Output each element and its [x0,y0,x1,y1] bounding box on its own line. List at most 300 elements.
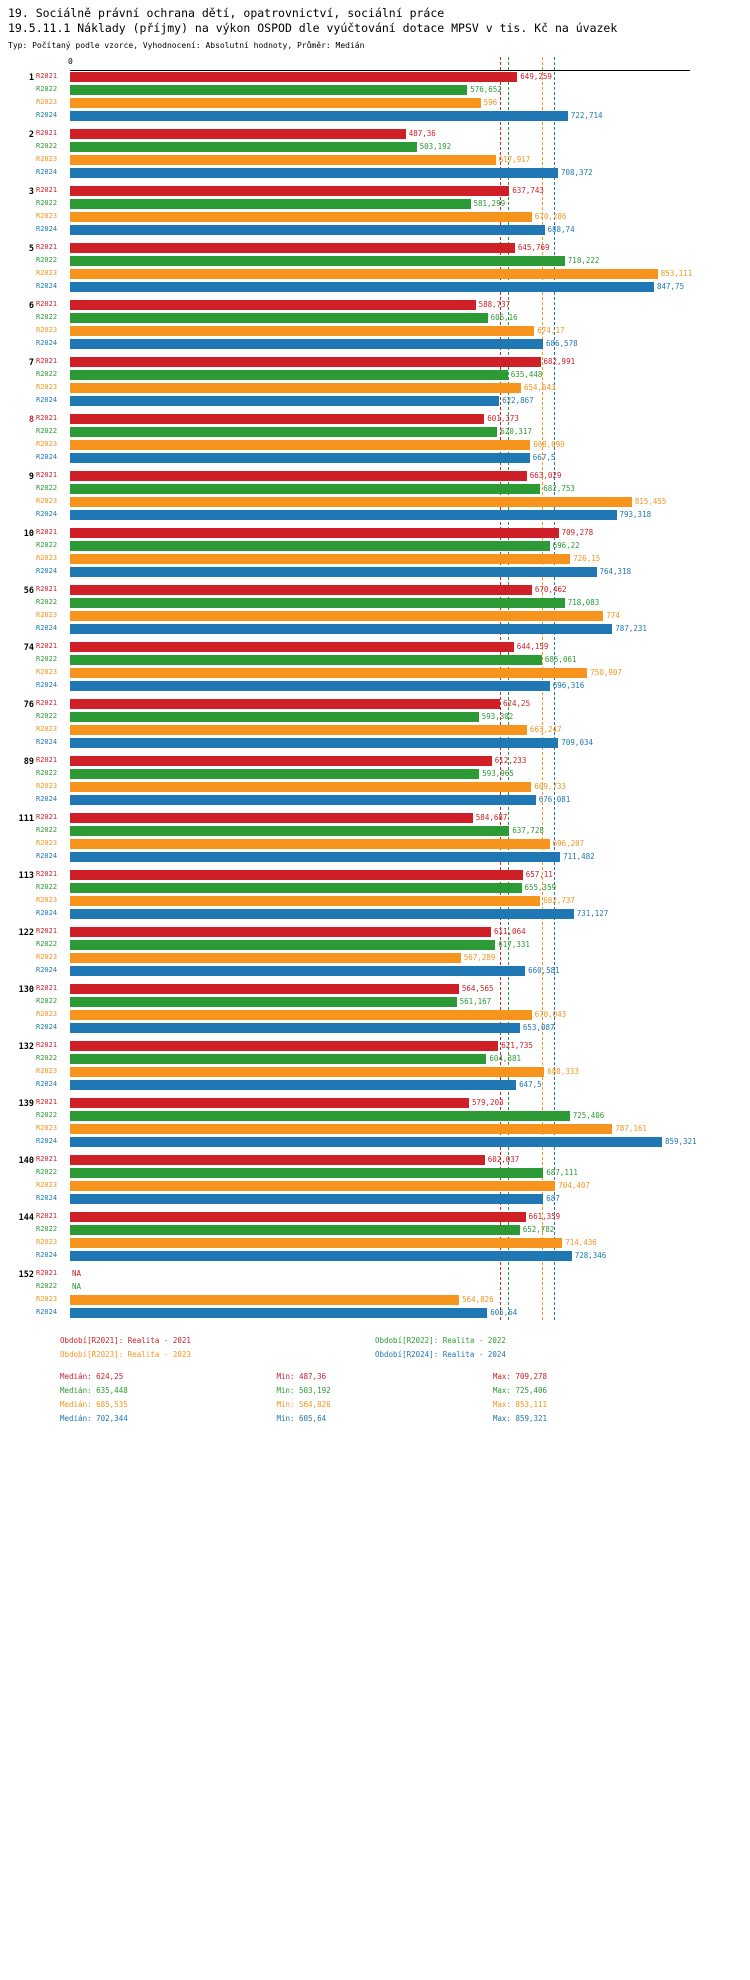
bar-row [0,483,750,496]
bar[interactable] [70,98,481,108]
bar-value-label: 686,578 [546,339,578,348]
series-label: R2023 [36,554,58,562]
stat-row [60,1384,710,1398]
bar[interactable] [70,440,530,450]
series-label: R2022 [36,769,58,777]
bar-track [70,414,750,425]
series-label: R2024 [36,852,58,860]
stat-max: Max: 709,278 [492,1372,548,1381]
bar[interactable] [70,186,509,196]
bar-row [0,1250,750,1263]
bar-group [0,71,750,123]
bar[interactable] [70,940,495,950]
bar[interactable] [70,510,617,520]
bar-track [70,1155,750,1166]
bar[interactable] [70,655,542,665]
bar-track [70,357,750,368]
bar[interactable] [70,984,459,994]
bar-track [70,72,750,83]
legend-item[interactable]: Období[R2023]: Realita - 2023 [60,1350,191,1359]
bar-row [0,1224,750,1237]
bar[interactable] [70,72,517,82]
bar-track [70,883,750,894]
legend-item[interactable]: Období[R2021]: Realita - 2021 [60,1336,191,1345]
bar-value-label: 663,029 [529,471,562,480]
bar[interactable] [70,712,479,722]
bar-row [0,527,750,540]
bar-track [70,168,750,179]
bar-track [70,940,750,951]
bar[interactable] [70,484,540,494]
series-label: R2021 [36,1269,58,1277]
bar-row [0,1281,750,1294]
bar-track [70,870,750,881]
bar-groups [0,71,750,1320]
group-label: 2 [28,130,34,140]
bar-value-label: 596 [483,98,498,107]
bar[interactable] [70,111,568,121]
series-label: R2024 [36,339,58,347]
bar[interactable] [70,471,527,481]
bar-track [70,795,750,806]
bar-value-label: 714,436 [565,1238,597,1247]
series-label: R2024 [36,1023,58,1031]
series-label: R2021 [36,1155,58,1163]
bar-row [0,141,750,154]
bar[interactable] [70,896,540,906]
bar[interactable] [70,313,488,323]
series-label: R2022 [36,142,58,150]
bar-track [70,567,750,578]
bar-value-label: 853,111 [660,269,693,278]
series-label: R2023 [36,1067,58,1075]
bar-row [0,211,750,224]
stat-row [60,1412,710,1426]
bar[interactable] [70,85,467,95]
bar[interactable] [70,554,570,564]
bar-row [0,426,750,439]
bar[interactable] [70,370,508,380]
bar-row [0,812,750,825]
bar-row [0,566,750,579]
bar-row [0,356,750,369]
bar-value-label: 645,769 [517,243,550,252]
group-label: 111 [18,814,34,824]
legend-item[interactable]: Období[R2024]: Realita - 2024 [375,1350,506,1359]
bar[interactable] [70,826,509,836]
bar[interactable] [70,1054,486,1064]
bar-row [0,154,750,167]
bar[interactable] [70,769,479,779]
bar-value-label: 709,278 [561,528,594,537]
series-label: R2024 [36,909,58,917]
bar[interactable] [70,1137,662,1147]
bar[interactable] [70,782,531,792]
bar-row [0,312,750,325]
series-label: R2023 [36,383,58,391]
series-label: R2024 [36,282,58,290]
bar[interactable] [70,756,492,766]
bar[interactable] [70,1010,532,1020]
legend-item[interactable]: Období[R2022]: Realita - 2022 [375,1336,506,1345]
bar[interactable] [70,699,500,709]
page-title-line1: 19. Sociálně právní ochrana dětí, opatrovnictví, sociální práce [8,6,445,20]
bar-track [70,738,750,749]
bar[interactable] [70,839,550,849]
bar-row [0,641,750,654]
bar-track [70,1308,750,1319]
bar-row [0,338,750,351]
chart-legend [0,1334,750,1362]
series-label: R2022 [36,484,58,492]
bar[interactable] [70,497,632,507]
bar[interactable] [70,813,473,823]
bar-row [0,509,750,522]
series-label: R2021 [36,1041,58,1049]
series-label: R2022 [36,85,58,93]
bar-track [70,282,750,293]
bar-value-label: 584,687 [475,813,508,822]
bar[interactable] [70,1080,516,1090]
bar-track [70,1282,750,1293]
series-label: R2021 [36,756,58,764]
bar-track [70,142,750,153]
bar[interactable] [70,199,471,209]
bar-value-label: 685,061 [544,655,577,664]
bar[interactable] [70,1098,469,1108]
bar-row [0,299,750,312]
stat-median: Medián: 702,344 [60,1414,128,1423]
bar[interactable] [70,300,476,310]
bar-value-label: 653,087 [522,1023,555,1032]
bar-row [0,553,750,566]
bar[interactable] [70,1067,544,1077]
bar[interactable] [70,567,597,577]
stat-median: Medián: 635,448 [60,1386,128,1395]
series-label: R2024 [36,624,58,632]
series-label: R2022 [36,1168,58,1176]
bar[interactable] [70,528,559,538]
bar-track [70,186,750,197]
series-label: R2023 [36,269,58,277]
group-label: 9 [28,472,34,482]
bar-row [0,939,750,952]
bar-value-label: 647,5 [519,1080,542,1089]
bar-track [70,212,750,223]
bar[interactable] [70,953,461,963]
chart-header [0,0,750,51]
bar-value-label: 669,733 [534,782,566,791]
series-label: R2022 [36,199,58,207]
bar[interactable] [70,282,654,292]
bar[interactable] [70,1181,555,1191]
bar-track [70,427,750,438]
bar-track [70,966,750,977]
series-label: R2022 [36,256,58,264]
bar-track [70,909,750,920]
bar-track [70,1238,750,1249]
series-label: R2023 [36,1295,58,1303]
bar-value-label: 612,233 [494,756,527,765]
bar[interactable] [70,585,532,595]
bar-row [0,851,750,864]
bar[interactable] [70,155,496,165]
bar-row [0,825,750,838]
bar-group [0,812,750,864]
series-label: R2022 [36,313,58,321]
bar-group [0,185,750,237]
series-label: R2021 [36,1212,58,1220]
bar[interactable] [70,168,558,178]
series-label: R2023 [36,839,58,847]
bar-row [0,1154,750,1167]
bar-track [70,655,750,666]
series-label: R2023 [36,668,58,676]
bar[interactable] [70,1041,498,1051]
group-label: 140 [18,1156,34,1166]
bar[interactable] [70,326,534,336]
bar[interactable] [70,541,550,551]
bar[interactable] [70,852,560,862]
bar-value-label: 688,333 [547,1067,579,1076]
bar-track [70,813,750,824]
series-label: R2021 [36,300,58,308]
bar-track [70,1080,750,1091]
bar-value-label: 620,317 [500,427,532,436]
bar[interactable] [70,212,532,222]
bar-track [70,1111,750,1122]
bar-value-label: 588,737 [478,300,511,309]
group-label: 7 [28,358,34,368]
bar[interactable] [70,795,536,805]
bar-row [0,84,750,97]
bar[interactable] [70,611,603,621]
bar[interactable] [70,598,565,608]
bar-value-label: 709,034 [561,738,593,747]
bar-track [70,300,750,311]
bar[interactable] [70,396,499,406]
bar[interactable] [70,1111,570,1121]
bar-value-label: 624,25 [503,699,531,708]
bar-track [70,1225,750,1236]
bar-row [0,110,750,123]
bar-track [70,471,750,482]
bar-value-label: 687 [546,1194,560,1203]
bar-row [0,623,750,636]
bar-value-label: 674,17 [537,326,565,335]
bar-row [0,654,750,667]
stat-row [60,1398,710,1412]
group-label: 6 [28,301,34,311]
bar-row [0,965,750,978]
bar[interactable] [70,339,543,349]
series-label: R2023 [36,1124,58,1132]
bar-track [70,554,750,565]
bar-value-label: 661,359 [528,1212,561,1221]
bar[interactable] [70,1212,526,1222]
bar-row [0,737,750,750]
bar[interactable] [70,997,457,1007]
bar-value-label: 718,222 [567,256,600,265]
bar-row [0,996,750,1009]
series-label: R2022 [36,883,58,891]
series-label: R2023 [36,896,58,904]
bar-track [70,155,750,166]
bar[interactable] [70,1124,612,1134]
bar[interactable] [70,927,491,937]
bar-track [70,756,750,767]
bar-value-label: 676,081 [538,795,571,804]
series-label: R2023 [36,725,58,733]
series-label: R2024 [36,396,58,404]
series-label: R2022 [36,826,58,834]
bar[interactable] [70,1295,459,1305]
bar-row [0,413,750,426]
group-label: 89 [23,757,34,767]
bar[interactable] [70,1225,520,1235]
bar[interactable] [70,383,521,393]
bar[interactable] [70,966,525,976]
group-label: 113 [18,871,34,881]
bar-value-label: 567,289 [463,953,496,962]
bar[interactable] [70,129,406,139]
bar[interactable] [70,1194,543,1204]
bar[interactable] [70,427,497,437]
group-label: 76 [23,700,34,710]
bar[interactable] [70,269,658,279]
series-label: R2024 [36,1308,58,1316]
bar-track [70,927,750,938]
group-label: 139 [18,1099,34,1109]
bar-value-label: 621,735 [501,1041,533,1050]
bar-track [70,1168,750,1179]
bar-row [0,597,750,610]
bar-value-label: 704,407 [558,1181,590,1190]
bar-row [0,838,750,851]
bar-track [70,984,750,995]
bar-track [70,1212,750,1223]
bar[interactable] [70,883,522,893]
bar[interactable] [70,1168,543,1178]
bar[interactable] [70,1251,572,1261]
stat-min: Min: 564,826 [276,1400,331,1409]
bar-value-label: 731,127 [576,909,609,918]
bar[interactable] [70,725,527,735]
bar-value-label: 652,782 [522,1225,555,1234]
bar-row [0,1123,750,1136]
bar-track [70,541,750,552]
bar-row [0,198,750,211]
bar[interactable] [70,1023,520,1033]
bar[interactable] [70,453,530,463]
bar[interactable] [70,668,587,678]
bar-value-label: 687,111 [546,1168,578,1177]
bar[interactable] [70,256,565,266]
bar[interactable] [70,870,523,880]
bar-track [70,1098,750,1109]
bar-row [0,496,750,509]
bar-value-label: 668,099 [533,440,565,449]
bar-track [70,1124,750,1135]
bar-track [70,953,750,964]
bar-track [70,528,750,539]
bar-track [70,896,750,907]
bar[interactable] [70,1308,487,1318]
bar-value-label: 564,826 [462,1295,494,1304]
bar[interactable] [70,142,417,152]
bar[interactable] [70,738,558,748]
group-label: 74 [23,643,34,653]
bar-track [70,98,750,109]
bar-value-label: 670,462 [534,585,567,594]
group-label: 8 [28,415,34,425]
bar-value-label: 622,867 [502,396,534,405]
series-label: R2024 [36,1137,58,1145]
bar-value-label: 655,359 [524,883,557,892]
series-label: R2022 [36,1054,58,1062]
bar[interactable] [70,642,514,652]
series-label: R2022 [36,1282,58,1290]
bar-row [0,584,750,597]
bar-chart [0,57,750,1320]
chart-statistics [0,1370,750,1440]
series-label: R2024 [36,510,58,518]
bar-value-label: 604,381 [489,1054,521,1063]
bar[interactable] [70,624,612,634]
series-label: R2021 [36,186,58,194]
bar[interactable] [70,1155,485,1165]
bar-row [0,452,750,465]
bar[interactable] [70,225,545,235]
bar[interactable] [70,357,541,367]
bar-track [70,725,750,736]
bar-track [70,1181,750,1192]
bar-track [70,585,750,596]
bar-track [70,1023,750,1034]
bar-value-label: 593,965 [482,769,514,778]
bar[interactable] [70,909,574,919]
plot-area [0,71,750,1320]
bar-row [0,698,750,711]
bar-row [0,908,750,921]
bar-row [0,755,750,768]
bar-value-label: 561,167 [459,997,492,1006]
bar[interactable] [70,414,484,424]
series-label: R2024 [36,1080,58,1088]
bar[interactable] [70,681,550,691]
series-label: R2022 [36,370,58,378]
bar-value-label: 601,373 [487,414,519,423]
bar-track [70,668,750,679]
bar-row [0,667,750,680]
bar-value-label: 750,907 [590,668,622,677]
bar-track [70,484,750,495]
bar-track [70,326,750,337]
series-label: R2021 [36,984,58,992]
bar-track [70,396,750,407]
series-label: R2021 [36,642,58,650]
bar[interactable] [70,243,515,253]
bar-track [70,642,750,653]
bar[interactable] [70,1238,562,1248]
bar-value-label: 688,74 [547,225,575,234]
bar-track [70,1269,750,1280]
series-label: R2023 [36,326,58,334]
series-label: R2021 [36,927,58,935]
bar-track [70,256,750,267]
bar-row [0,610,750,623]
bar-value-label: 593,302 [481,712,514,721]
